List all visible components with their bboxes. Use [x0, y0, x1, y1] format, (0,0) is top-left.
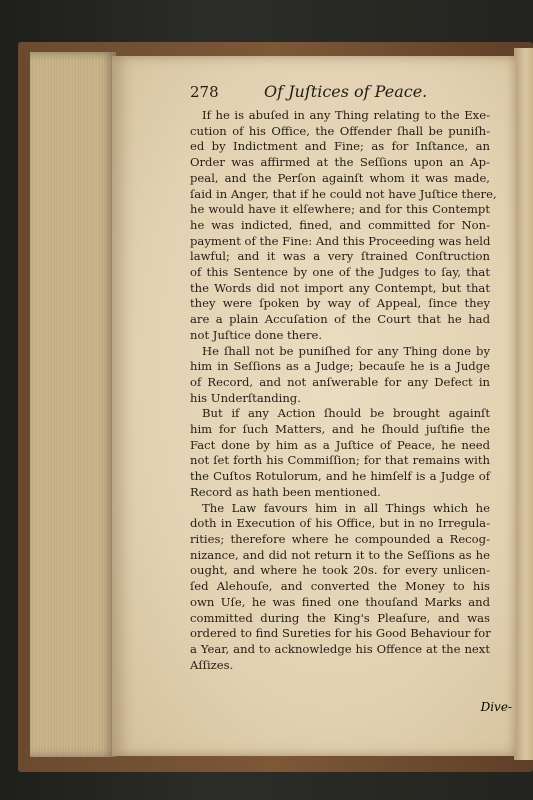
text-line: payment of the Fine: And this Proceeding was held — [190, 233, 491, 248]
text-line: ordered to find Sureties for his Good Behaviour for — [190, 626, 491, 641]
text-line: him for ſuch Matters, and he ſhould juſtifie the — [190, 422, 490, 437]
text-line: a Year, and to acknowledge his Offence at the next — [190, 641, 490, 656]
text-line: he was indicted, fined, and committed for Non- — [190, 217, 490, 232]
text-line: peal, and the Perſon againſt whom it was made, — [190, 170, 490, 185]
text-line: Aſſizes. — [190, 657, 234, 672]
text-line: ought, and where he took 20s. for every unlicen- — [190, 563, 490, 578]
body-text — [190, 108, 497, 673]
book-page — [112, 56, 516, 756]
text-line: not Juſtice done there. — [190, 327, 323, 342]
paragraph — [190, 406, 490, 500]
text-line: rities; therefore where he compounded a Recog- — [190, 531, 490, 546]
text-line: ed by Indictment and Fine; as for Inſtance, an — [190, 139, 490, 154]
text-line: Order was affirmed at the Seſſions upon an Ap- — [190, 155, 490, 170]
text-line: nizance, and did not return it to the Seſſions as he — [190, 547, 490, 562]
text-line: he would have it elſewhere; and for this Contempt — [190, 202, 490, 217]
text-line: Record as hath been mentioned. — [190, 484, 381, 499]
text-line: his Underſtanding. — [190, 390, 301, 405]
text-line: of this Sentence by one of the Judges to ſay, that — [190, 265, 490, 280]
text-line: ſaid in Anger, that if he could not have Juſtice there, — [190, 186, 497, 201]
text-line: Fact done by him as a Juſtice of Peace, he need — [190, 437, 490, 452]
text-line: own Uſe, he was fined one thouſand Marks and — [190, 594, 490, 609]
text-line: of Record, and not anſwerable for any Defect in — [190, 374, 490, 389]
text-line: lawful; and it was a very ſtrained Conſtruction — [190, 249, 490, 264]
catchword: Dive- — [480, 700, 512, 714]
text-line: they were ſpoken by way of Appeal, ſince they — [190, 296, 490, 311]
page-number: 278 — [190, 83, 219, 101]
text-line: The Law favours him in all Things which he — [202, 500, 490, 515]
running-title: Of Juſtices of Peace. — [264, 82, 428, 101]
facing-page-edge — [514, 48, 533, 760]
text-line: the Words did not import any Contempt, but that — [190, 280, 490, 295]
text-line: But if any Action ſhould be brought againſt — [202, 406, 490, 421]
text-line: He ſhall not be puniſhed for any Thing done by — [202, 343, 490, 358]
paragraph — [190, 108, 497, 344]
text-line: cution of his Office, the Offender ſhall be puniſh- — [190, 123, 490, 138]
paragraph — [190, 501, 490, 674]
page-block-edge — [30, 52, 116, 757]
text-line: are a plain Accuſation of the Court that he had — [190, 312, 490, 327]
text-line: committed during the King's Pleaſure, and was — [190, 610, 490, 625]
paragraph — [190, 344, 490, 407]
text-line: doth in Execution of his Office, but in no Irregula- — [190, 516, 490, 531]
text-line: him in Seſſions as a Judge; becauſe he is a Judge — [190, 359, 490, 374]
page-header — [190, 82, 490, 108]
text-line: not ſet forth his Commiſſion; for that remains with — [190, 453, 490, 468]
page-text — [190, 82, 497, 673]
text-line: If he is abuſed in any Thing relating to the Exe- — [202, 108, 490, 122]
text-line: the Cuſtos Rotulorum, and he himſelf is a Judge of — [190, 469, 490, 484]
text-line: ſed Alehouſe, and converted the Money to his — [190, 579, 490, 594]
